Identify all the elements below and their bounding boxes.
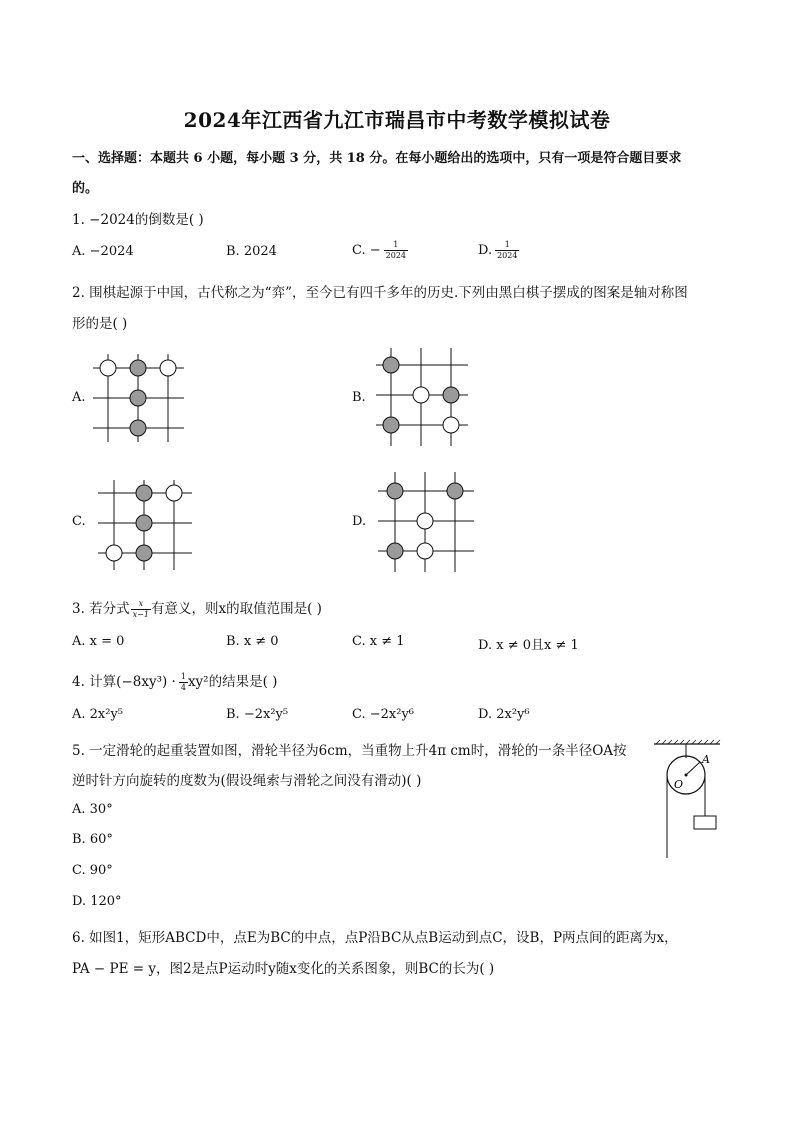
q1-option-c-prefix: C. −: [352, 243, 381, 258]
q3-option-c: C. x ≠ 1: [352, 634, 405, 649]
q3-option-b: B. x ≠ 0: [226, 634, 279, 649]
q1-option-d: [478, 240, 519, 261]
black-stone: [130, 360, 146, 376]
q2-label-b: B.: [352, 390, 366, 405]
q3-numerator: x: [131, 599, 151, 610]
q2-stem-line1: 2. 围棋起源于中国，古代称之为“弈”，至今已有四千多年的历史.下列由黑白棋子摆成的图案是轴对称图: [72, 285, 688, 301]
q4-stem-post: xy²的结果是( ): [187, 674, 278, 690]
go-board-figure-d: [374, 470, 478, 574]
black-stone: [443, 387, 459, 403]
q3-option-a: A. x = 0: [72, 634, 125, 649]
q5-option-c: C. 90°: [72, 863, 113, 878]
radius-oa: [686, 762, 700, 775]
q4-stem: [72, 670, 277, 693]
black-stone: [387, 543, 403, 559]
white-stone: [413, 387, 429, 403]
q4-numerator: 1: [180, 672, 186, 681]
q4-option-a: A. 2x²y⁵: [72, 707, 124, 722]
q3-stem: [72, 597, 322, 620]
q1-option-b: B. 2024: [226, 244, 277, 259]
q5-option-b: B. 60°: [72, 832, 113, 847]
black-stone: [130, 390, 146, 406]
q1-stem: 1. −2024的倒数是( ): [72, 212, 204, 228]
q1-option-c-fraction: [384, 240, 408, 261]
black-stone: [136, 545, 152, 561]
go-board-figure-c: [92, 478, 196, 574]
white-stone: [100, 360, 116, 376]
q1-option-a: A. −2024: [72, 244, 134, 259]
white-stone: [106, 545, 122, 561]
white-stone: [417, 513, 433, 529]
black-stone: [447, 483, 463, 499]
q3-fraction: [131, 599, 151, 620]
white-stone: [166, 485, 182, 501]
q5-option-d: D. 120°: [72, 894, 122, 909]
q1-option-c: [352, 240, 408, 261]
q5-stem-line2: 逆时针方向旋转的度数为(假设绳索与滑轮之间没有滑动)( ): [72, 773, 422, 789]
q1-d-numerator: 1: [495, 240, 519, 251]
white-stone: [160, 360, 176, 376]
q4-fraction: [179, 672, 188, 693]
q6-stem-line2: PA − PE = y，图2是点P运动时y随x变化的关系图象，则BC的长为( ): [72, 961, 495, 977]
q5-stem-line1: 5. 一定滑轮的起重装置如图，滑轮半径为6cm，当重物上升4π cm时，滑轮的一条半径OA按: [72, 743, 627, 759]
go-board-figure-a: [88, 352, 188, 446]
q5-option-a: A. 30°: [72, 802, 113, 817]
q2-label-a: A.: [72, 390, 86, 405]
page-title: 2024年江西省九江市瑞昌市中考数学模拟试卷: [183, 108, 611, 132]
q4-denominator: 4: [180, 683, 186, 692]
q1-c-denominator: 2024: [385, 251, 406, 260]
black-stone: [136, 485, 152, 501]
q2-stem-line2: 形的是( ): [72, 316, 128, 332]
black-stone: [387, 483, 403, 499]
q3-option-d: D. x ≠ 0且x ≠ 1: [478, 638, 579, 653]
label-a: A: [702, 753, 710, 766]
section-heading-line2: 的。: [72, 181, 99, 196]
q3-stem-pre: 3. 若分式: [72, 601, 130, 617]
black-stone: [136, 515, 152, 531]
q4-option-c: C. −2x²y⁶: [352, 707, 415, 722]
white-stone: [417, 543, 433, 559]
label-o: O: [674, 778, 684, 791]
pulley-figure: [648, 738, 724, 862]
black-stone: [130, 420, 146, 436]
q4-option-d: D. 2x²y⁶: [478, 707, 530, 722]
q1-c-numerator: 1: [384, 240, 408, 251]
weight-block: [694, 816, 716, 829]
white-stone: [443, 417, 459, 433]
q1-option-d-fraction: [495, 240, 519, 261]
q3-stem-post: 有意义，则x的取值范围是( ): [150, 601, 322, 617]
q2-label-d: D.: [352, 514, 367, 529]
go-board-figure-b: [372, 346, 472, 450]
q3-denominator: x−1: [132, 610, 149, 619]
black-stone: [383, 357, 399, 373]
black-stone: [383, 417, 399, 433]
q6-stem-line1: 6. 如图1，矩形ABCD中，点E为BC的中点，点P沿BC从点B运动到点C，设B，P两点间的距离为x，: [72, 930, 678, 946]
q1-d-denominator: 2024: [497, 251, 518, 260]
section-heading-line1: 一、选择题：本题共 6 小题，每小题 3 分，共 18 分。在每小题给出的选项中，只有一项是符合题目要求: [72, 151, 682, 166]
q1-option-d-prefix: D.: [478, 243, 493, 258]
q4-stem-pre: 4. 计算(−8xy³) ·: [72, 674, 176, 690]
q4-option-b: B. −2x²y⁵: [226, 707, 289, 722]
q2-label-c: C.: [72, 514, 86, 529]
